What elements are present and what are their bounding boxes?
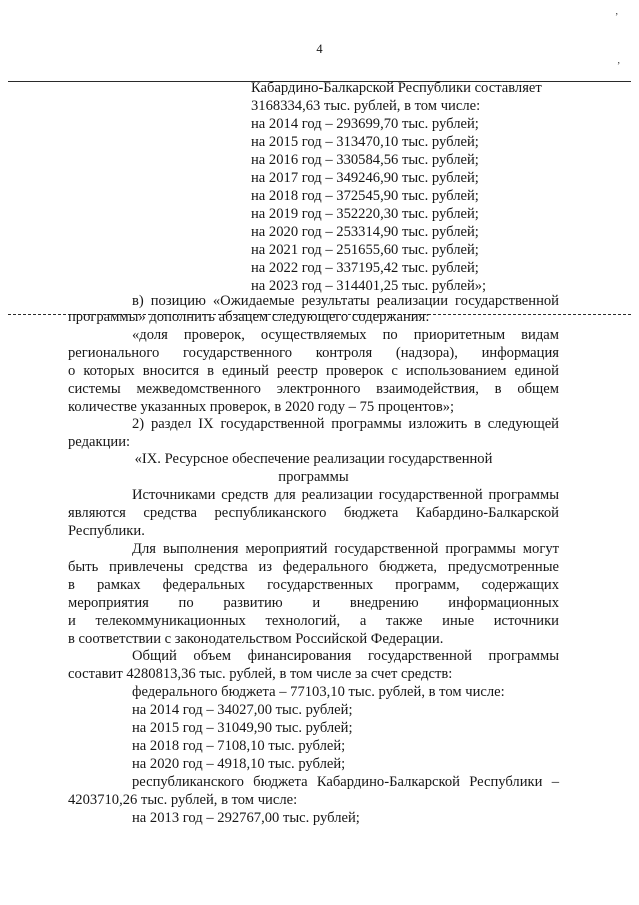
text-line: 4203710,26 тыс. рублей, в том числе: bbox=[68, 792, 298, 808]
text-line: на 2017 год – 349246,90 тыс. рублей; bbox=[251, 170, 479, 186]
text-line: регионального государственного контроля (надзора), информация bbox=[68, 345, 559, 361]
text-line: на 2013 год – 292767,00 тыс. рублей; bbox=[132, 810, 360, 826]
text-line: республиканского бюджета Кабардино-Балкарской Республики – bbox=[132, 774, 559, 790]
text-line: на 2015 год – 313470,10 тыс. рублей; bbox=[251, 134, 479, 150]
text-line: в рамках федеральных государственных программ, содержащих bbox=[68, 577, 559, 593]
text-line: Республики. bbox=[68, 523, 145, 539]
text-line: являются средства республиканского бюджета Кабардино-Балкарской bbox=[68, 505, 559, 521]
text-line: 2) раздел IX государственной программы изложить в следующей bbox=[132, 416, 559, 432]
section-heading-cont: программы bbox=[278, 469, 349, 485]
text-line: мероприятия по развитию и внедрению информационных bbox=[68, 595, 559, 611]
scan-mark-side: ‚ bbox=[617, 55, 621, 66]
text-line: на 2014 год – 34027,00 тыс. рублей; bbox=[132, 702, 353, 718]
text-line: и телекоммуникационных технологий, а также иные источники bbox=[68, 613, 559, 629]
text-line: на 2023 год – 314401,25 тыс. рублей»; bbox=[251, 278, 487, 294]
text-line: составит 4280813,36 тыс. рублей, в том числе за счет средств: bbox=[68, 666, 453, 682]
page-number: 4 bbox=[316, 42, 323, 56]
text-line: в) позицию «Ожидаемые результаты реализации государственной bbox=[132, 293, 559, 309]
text-line: на 2022 год – 337195,42 тыс. рублей; bbox=[251, 260, 479, 276]
text-line: быть привлечены средства из федерального бюджета, предусмотренные bbox=[68, 559, 559, 575]
text-line: на 2014 год – 293699,70 тыс. рублей; bbox=[251, 116, 479, 132]
text-line: в соответствии с законодательством Российской Федерации. bbox=[68, 631, 444, 647]
scan-mark-top: ’ bbox=[615, 12, 619, 23]
text-line: Общий объем финансирования государственной программы bbox=[132, 648, 559, 664]
text-line: системы межведомственного электронного взаимодействия, в общем bbox=[68, 381, 559, 397]
text-line: программы» дополнить абзацем следующего содержания: bbox=[68, 309, 430, 325]
text-line: количестве указанных проверок, в 2020 году – 75 процентов»; bbox=[68, 399, 455, 415]
text-line: на 2019 год – 352220,30 тыс. рублей; bbox=[251, 206, 479, 222]
text-line: на 2018 год – 372545,90 тыс. рублей; bbox=[251, 188, 479, 204]
text-line: на 2020 год – 253314,90 тыс. рублей; bbox=[251, 224, 479, 240]
text-line: редакции: bbox=[68, 434, 131, 450]
text-line: на 2016 год – 330584,56 тыс. рублей; bbox=[251, 152, 479, 168]
section-heading: «IX. Ресурсное обеспечение реализации государственной bbox=[134, 451, 493, 467]
text-line: 3168334,63 тыс. рублей, в том числе: bbox=[251, 98, 481, 114]
text-line: Кабардино-Балкарской Республики составляет bbox=[251, 80, 542, 96]
text-line: на 2020 год – 4918,10 тыс. рублей; bbox=[132, 756, 346, 772]
text-line: о которых вносится в единый реестр проверок с использованием единой bbox=[68, 363, 559, 379]
text-line: Источниками средств для реализации государственной программы bbox=[132, 487, 559, 503]
text-line: Для выполнения мероприятий государственной программы могут bbox=[132, 541, 559, 557]
text-line: на 2018 год – 7108,10 тыс. рублей; bbox=[132, 738, 346, 754]
text-line: «доля проверок, осуществляемых по приоритетным видам bbox=[132, 327, 559, 343]
text-line: на 2021 год – 251655,60 тыс. рублей; bbox=[251, 242, 479, 258]
text-line: федерального бюджета – 77103,10 тыс. рублей, в том числе: bbox=[132, 684, 505, 700]
text-line: на 2015 год – 31049,90 тыс. рублей; bbox=[132, 720, 353, 736]
